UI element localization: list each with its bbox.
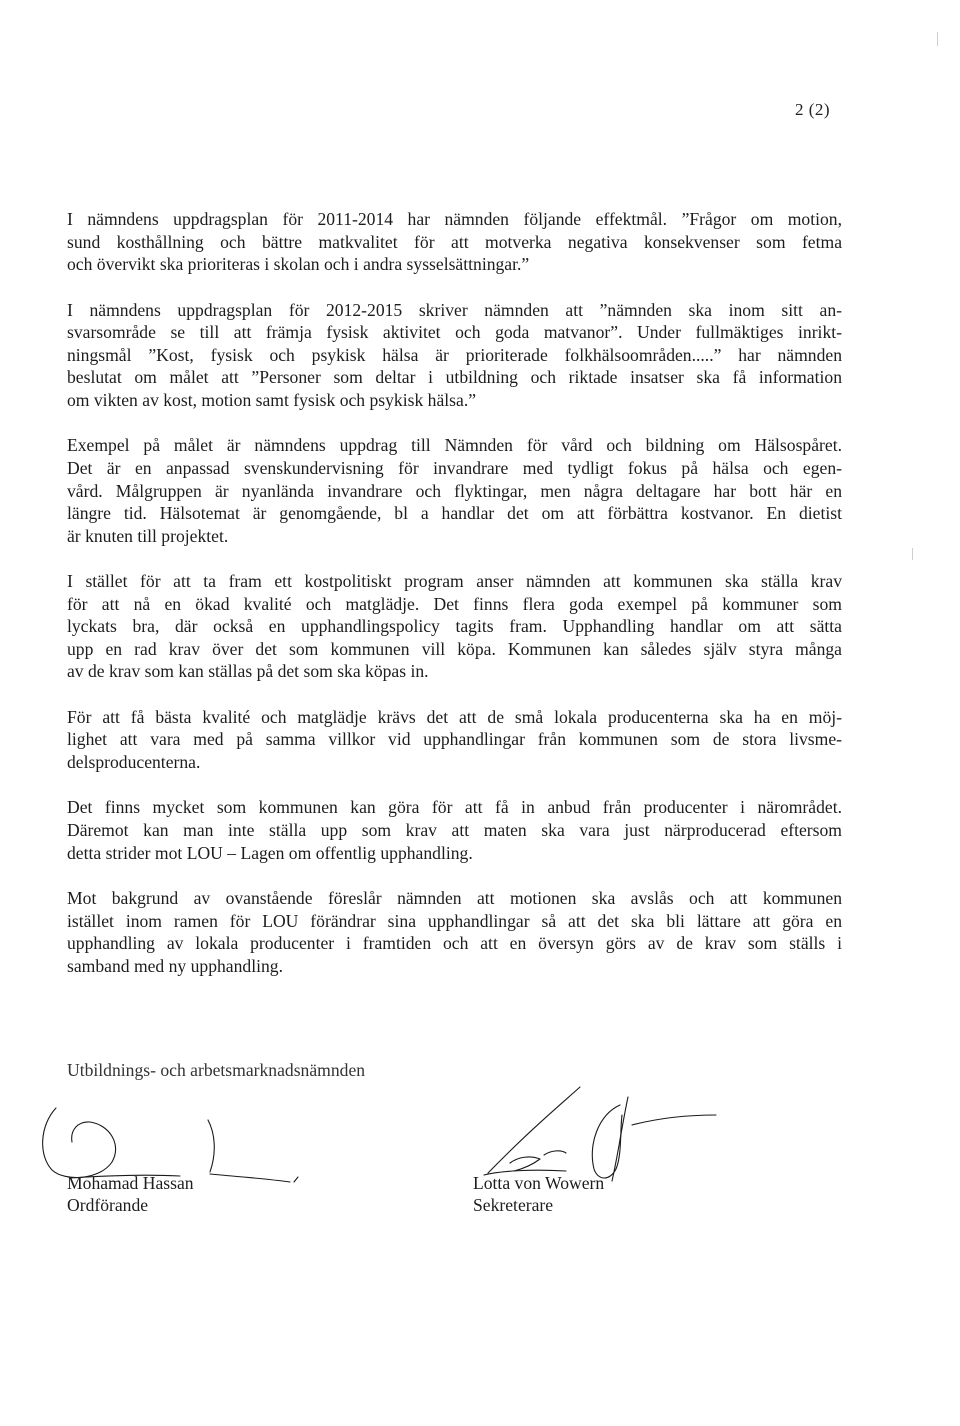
text-line: sund kosthållning och bättre matkvalitet för att motverka negativa konsekvenser som fetma (67, 231, 842, 252)
text-line: Däremot kan man inte ställa upp som krav att maten ska vara just närproducerad eftersom (67, 820, 842, 841)
paragraph-halsosparet (67, 434, 842, 547)
text-line: lighet att vara med på samma villkor vid upphandlingar från kommunen som de stora livsme- (67, 729, 842, 750)
text-line: är knuten till projektet. (67, 525, 229, 546)
text-line: detta strider mot LOU – Lagen om offentlig upphandling. (67, 842, 473, 863)
text-line: upphandling av lokala producenter i framtiden och att en översyn görs av de krav som ställs i (67, 933, 842, 954)
paragraph-proposal (67, 887, 842, 977)
text-line: I nämndens uppdragsplan för 2011-2014 har nämnden följande effektmål. ”Frågor om motion, (67, 209, 842, 229)
text-line: vård. Målgruppen är nyanlända invandrare och flyktingar, men några deltagare har bott här en (67, 480, 842, 501)
paragraph-goals-2011 (67, 208, 842, 276)
text-line: Det finns mycket som kommunen kan göra för att få in anbud från producenter i närområdet. (67, 797, 842, 818)
scan-speck (937, 32, 938, 46)
committee-name: Utbildnings- och arbetsmarknadsnämnden (67, 1060, 366, 1080)
paragraph-procurement (67, 570, 842, 683)
text-line: I stället för att ta fram ett kostpolitiskt program anser nämnden att kommunen ska ställa krav (67, 571, 842, 592)
signatory-role: Ordförande (67, 1195, 149, 1215)
text-line: av de krav som kan ställas på det som ska köpas in. (67, 661, 429, 682)
text-line: För att få bästa kvalité och matglädje krävs det att de små lokala producenterna ska ha en möj- (67, 706, 842, 727)
letter-body (67, 208, 842, 1000)
text-line: I nämndens uppdragsplan för 2012-2015 skriver nämnden att ”nämnden ska inom sitt an- (67, 299, 842, 320)
paragraph-lou (67, 796, 842, 864)
text-line: längre tid. Hälsotemat är genomgående, bl a handlar det om att förbättra kostvanor. En dietist (67, 503, 842, 524)
scan-speck (912, 548, 913, 560)
signatory-role: Sekreterare (473, 1195, 554, 1215)
text-line: ningsmål ”Kost, fysisk och psykisk hälsa är prioriterade folkhälsoområden.....” har nämnden (67, 344, 842, 365)
text-line: om vikten av kost, motion samt fysisk och psykisk hälsa.” (67, 389, 477, 410)
text-line: samband med ny upphandling. (67, 955, 283, 976)
text-line: lyckats bra, där också en upphandlingspolicy tagits fram. Upphandling handlar om att sätta (67, 616, 842, 637)
signatory-name: Lotta von Wowern (473, 1173, 605, 1193)
text-line: upp en rad krav över det som kommunen vill köpa. Kommunen kan således själv styra många (67, 638, 842, 659)
page-number: 2 (2) (795, 100, 831, 119)
text-line: Exempel på målet är nämndens uppdrag till Nämnden för vård och bildning om Hälsospåret. (67, 435, 842, 456)
signatory-name: Mohamad Hassan (67, 1173, 194, 1193)
text-line: Det är en anpassad svenskundervisning för invandrare med tydligt fokus på hälsa och egen- (67, 457, 842, 478)
signatory-chair (67, 1172, 194, 1216)
text-line: svarsområde se till att främja fysisk aktivitet och goda matvanor”. Under fullmäktiges inrikt- (67, 322, 842, 343)
paragraph-local-producers (67, 706, 842, 774)
signatory-secretary (473, 1172, 604, 1216)
text-line: för att nå en ökad kvalité och matglädje. Det finns flera goda exempel på kommuner som (67, 593, 842, 614)
text-line: och övervikt ska prioriteras i skolan och i andra sysselsättningar.” (67, 254, 530, 275)
text-line: Mot bakgrund av ovanstående föreslår nämnden att motionen ska avslås och att kommunen (67, 888, 842, 909)
text-line: beslutat om målet att ”Personer som deltar i utbildning och riktade insatser ska få information (67, 367, 842, 388)
paragraph-plan-2012 (67, 299, 842, 412)
text-line: delsproducenterna. (67, 752, 201, 773)
text-line: istället inom ramen för LOU förändrar sina upphandlingar så att det ska bli lättare att göra en (67, 910, 842, 931)
